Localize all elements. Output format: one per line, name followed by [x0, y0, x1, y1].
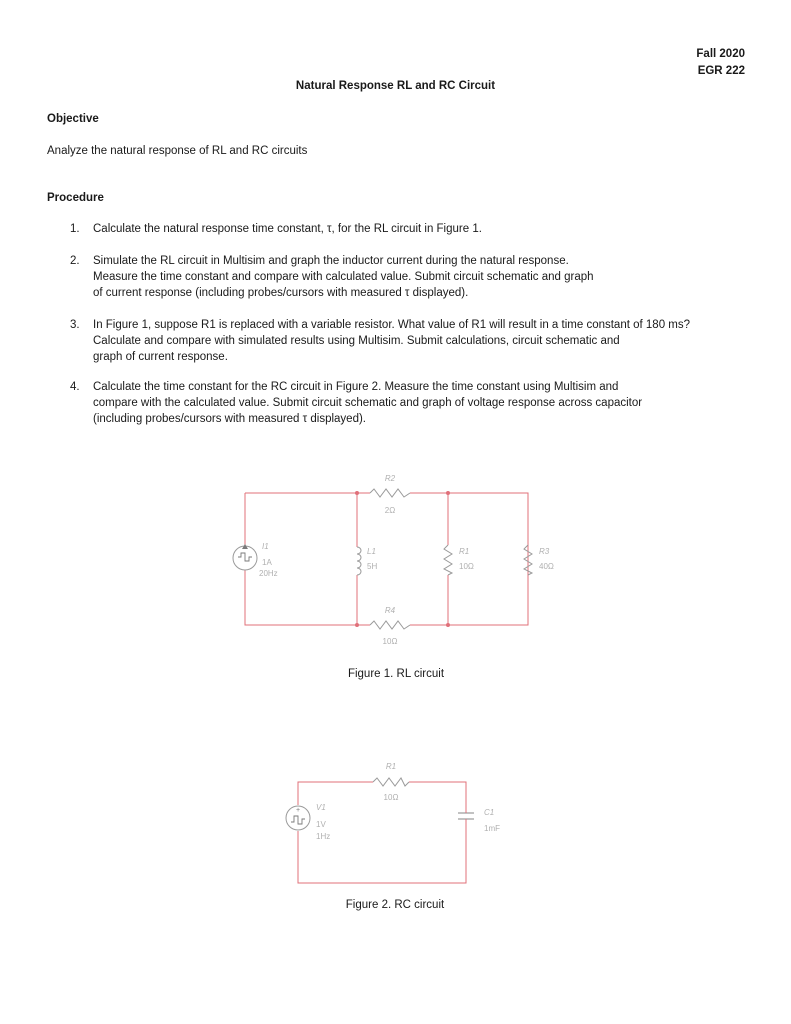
procedure-item-line: (including probes/cursors with measured τ displayed).: [93, 413, 367, 425]
term-label: Fall 2020: [696, 48, 745, 60]
procedure-item-number: 1.: [70, 223, 80, 235]
procedure-item-1: [70, 221, 750, 237]
procedure-item-line: compare with the calculated value. Submit circuit schematic and graph of voltage response across capacitor: [93, 397, 643, 409]
l1-name-label: L1: [367, 547, 376, 556]
procedure-item-4: [70, 379, 750, 427]
procedure-item-3: [70, 317, 750, 365]
procedure-item-line: Calculate the time constant for the RC circuit in Figure 2. Measure the time constant using Multisim and: [93, 381, 619, 393]
figure-1-rl-circuit: [0, 460, 791, 690]
r3-name-label: R3: [539, 547, 550, 556]
resistor-r2: [370, 489, 410, 497]
i1-freq-label: 20Hz: [259, 569, 278, 578]
procedure-item-line: Measure the time constant and compare with calculated value. Submit circuit schematic and graph: [93, 271, 594, 283]
i1-name-label: I1: [262, 542, 269, 551]
current-source-i1: [233, 544, 257, 570]
inductor-l1: [357, 547, 361, 575]
resistor-r1: [444, 545, 452, 575]
v1-name-label: V1: [316, 803, 326, 812]
l1-value-label: 5H: [367, 562, 378, 571]
i1-value-label: 1A: [262, 558, 272, 567]
c1-name-label: C1: [484, 808, 495, 817]
objective-heading: Objective: [47, 113, 99, 125]
figure-2-caption: Figure 2. RC circuit: [345, 899, 445, 911]
procedure-item-line: of current response (including probes/cursors with measured τ displayed).: [93, 287, 469, 299]
procedure-item-line: Calculate the natural response time constant, τ, for the RL circuit in Figure 1.: [93, 223, 482, 235]
procedure-item-line: Simulate the RL circuit in Multisim and graph the inductor current during the natural response.: [93, 255, 569, 267]
figure-1-junctions: [355, 491, 450, 627]
rc-r1-name-label: R1: [385, 762, 397, 771]
procedure-item-number: 3.: [70, 319, 80, 331]
voltage-source-v1: [286, 806, 310, 830]
procedure-item-2: [70, 253, 750, 301]
procedure-item-number: 2.: [70, 255, 80, 267]
course-label: EGR 222: [697, 65, 745, 77]
procedure-heading: Procedure: [47, 192, 104, 204]
procedure-item-line: Calculate and compare with simulated results using Multisim. Submit calculations, circuit schematic and: [93, 335, 620, 347]
procedure-item-line: In Figure 1, suppose R1 is replaced with a variable resistor. What value of R1 will result in a time constant of 180 ms?: [93, 319, 691, 331]
r1-name-label: R1: [459, 547, 470, 556]
r2-value-label: 2Ω: [384, 506, 396, 515]
r1-value-label: 10Ω: [459, 562, 474, 571]
figure-1-caption: Figure 1. RL circuit: [347, 668, 445, 680]
figure-2-rc-circuit: [0, 755, 791, 915]
capacitor-c1: [458, 809, 474, 823]
v1-freq-label: 1Hz: [316, 832, 331, 841]
c1-value-label: 1mF: [484, 824, 500, 833]
resistor-r1-rc: [373, 778, 409, 786]
procedure-item-number: 4.: [70, 381, 80, 393]
v1-value-label: 1V: [316, 820, 326, 829]
r4-name-label: R4: [384, 606, 396, 615]
r2-name-label: R2: [384, 474, 396, 483]
rc-r1-value-label: 10Ω: [383, 793, 399, 802]
document-title: Natural Response RL and RC Circuit: [295, 80, 496, 92]
procedure-item-line: graph of current response.: [93, 351, 228, 363]
svg-text:+: +: [295, 807, 301, 814]
r3-value-label: 40Ω: [539, 562, 554, 571]
r4-value-label: 10Ω: [382, 637, 398, 646]
objective-text: Analyze the natural response of RL and RC circuits: [47, 145, 308, 157]
